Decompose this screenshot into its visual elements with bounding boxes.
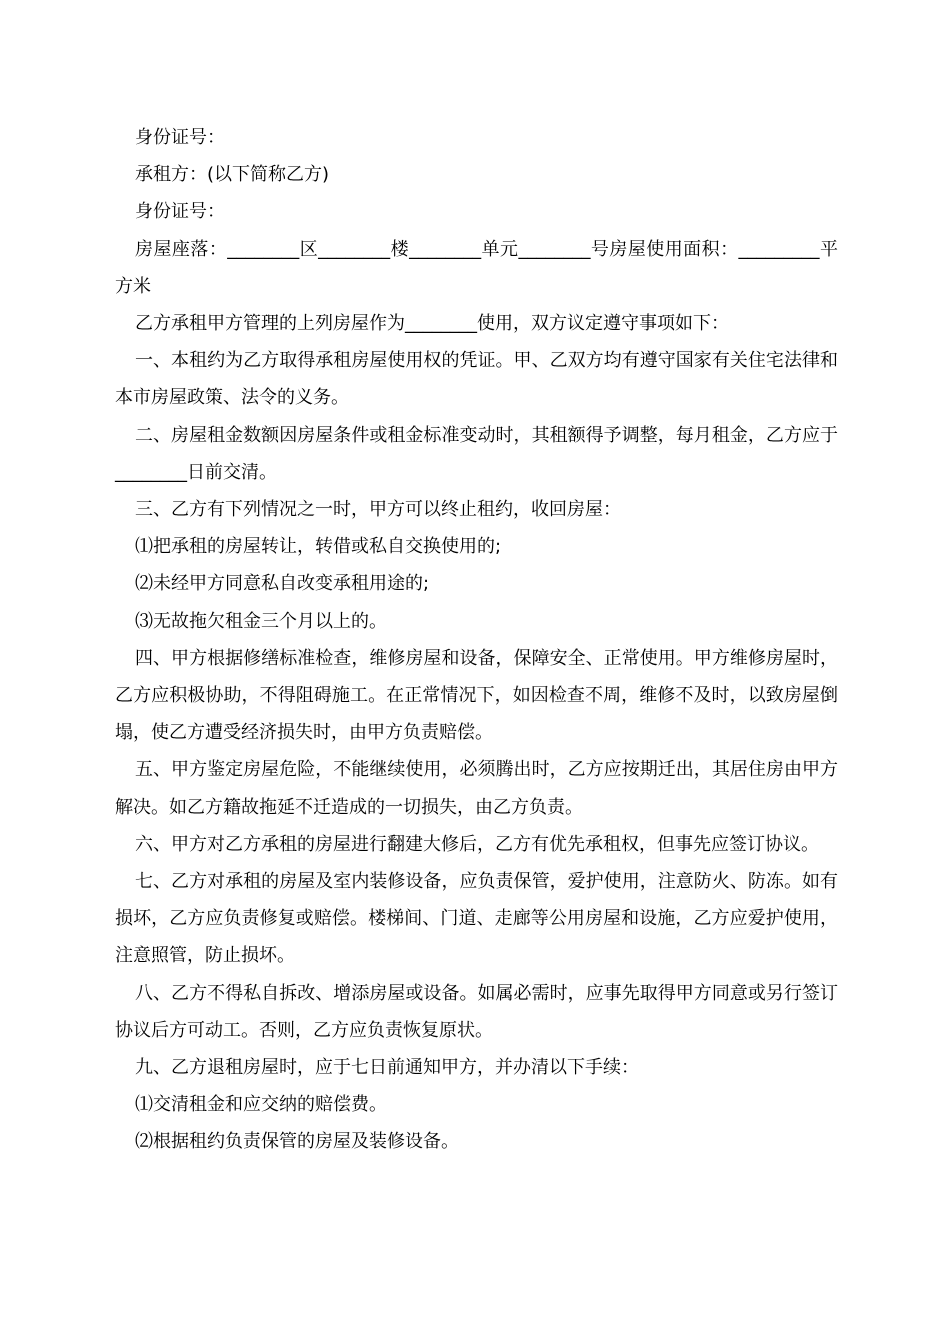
clause-8: 八、乙方不得私自拆改、增添房屋或设备。如属必需时，应事先取得甲方同意或另行签订协议后方可动工。否则，乙方应负责恢复原状。	[115, 982, 838, 1041]
clause-3-item-3: ⑶无故拖欠租金三个月以上的。	[135, 610, 387, 632]
clause-1: 一、本租约为乙方取得承租房屋使用权的凭证。甲、乙双方均有遵守国家有关住宅法律和本市房屋政策、法令的义务。	[115, 350, 838, 409]
clause-7: 七、乙方对承租的房屋及室内装修设备，应负责保管，爱护使用，注意防火、防冻。如有损坏，乙方应负责修复或赔偿。楼梯间、门道、走廊等公用房屋和设施，乙方应爱护使用，注意照管，防止损坏。	[115, 871, 838, 967]
clause-5: 五、甲方鉴定房屋危险，不能继续使用，必须腾出时，乙方应按期迁出，其居住房由甲方解决。如乙方籍故拖延不迁造成的一切损失，由乙方负责。	[115, 759, 838, 818]
clause-6: 六、甲方对乙方承租的房屋进行翻建大修后，乙方有优先承租权，但事先应签订协议。	[135, 833, 819, 855]
clause-9-item-2: ⑵根据租约负责保管的房屋及装修设备。	[135, 1131, 459, 1153]
clause-9-item-1: ⑴交清租金和应交纳的赔偿费。	[135, 1094, 387, 1116]
id-number-label: 身份证号：	[135, 127, 225, 148]
id-number-label-2: 身份证号：	[135, 201, 225, 223]
clause-9: 九、乙方退租房屋时，应于七日前通知甲方，并办清以下手续：	[135, 1057, 639, 1079]
clause-3-item-2: ⑵未经甲方同意私自改变承租用途的;	[135, 573, 430, 595]
clause-2: 二、房屋租金数额因房屋条件或租金标准变动时，其租额得予调整，每月租金，乙方应于________日前交清。	[115, 424, 838, 483]
house-location: 房屋座落：________区________楼________单元________号房屋使用面积：_________平方米	[115, 238, 838, 297]
document-page	[115, 119, 838, 1161]
lessee-label: 承租方：(以下简称乙方)	[135, 164, 330, 186]
intro-paragraph: 乙方承租甲方管理的上列房屋作为________使用，双方议定遵守事项如下：	[135, 313, 729, 335]
clause-3-item-1: ⑴把承租的房屋转让，转借或私自交换使用的;	[135, 536, 502, 558]
clause-4: 四、甲方根据修缮标准检查，维修房屋和设备，保障安全、正常使用。甲方维修房屋时，乙方应积极协助，不得阻碍施工。在正常情况下，如因检查不周，维修不及时，以致房屋倒塌，使乙方遭受经济损失时，由甲方负责赔偿。	[115, 647, 838, 744]
clause-3: 三、乙方有下列情况之一时，甲方可以终止租约，收回房屋：	[135, 499, 621, 521]
